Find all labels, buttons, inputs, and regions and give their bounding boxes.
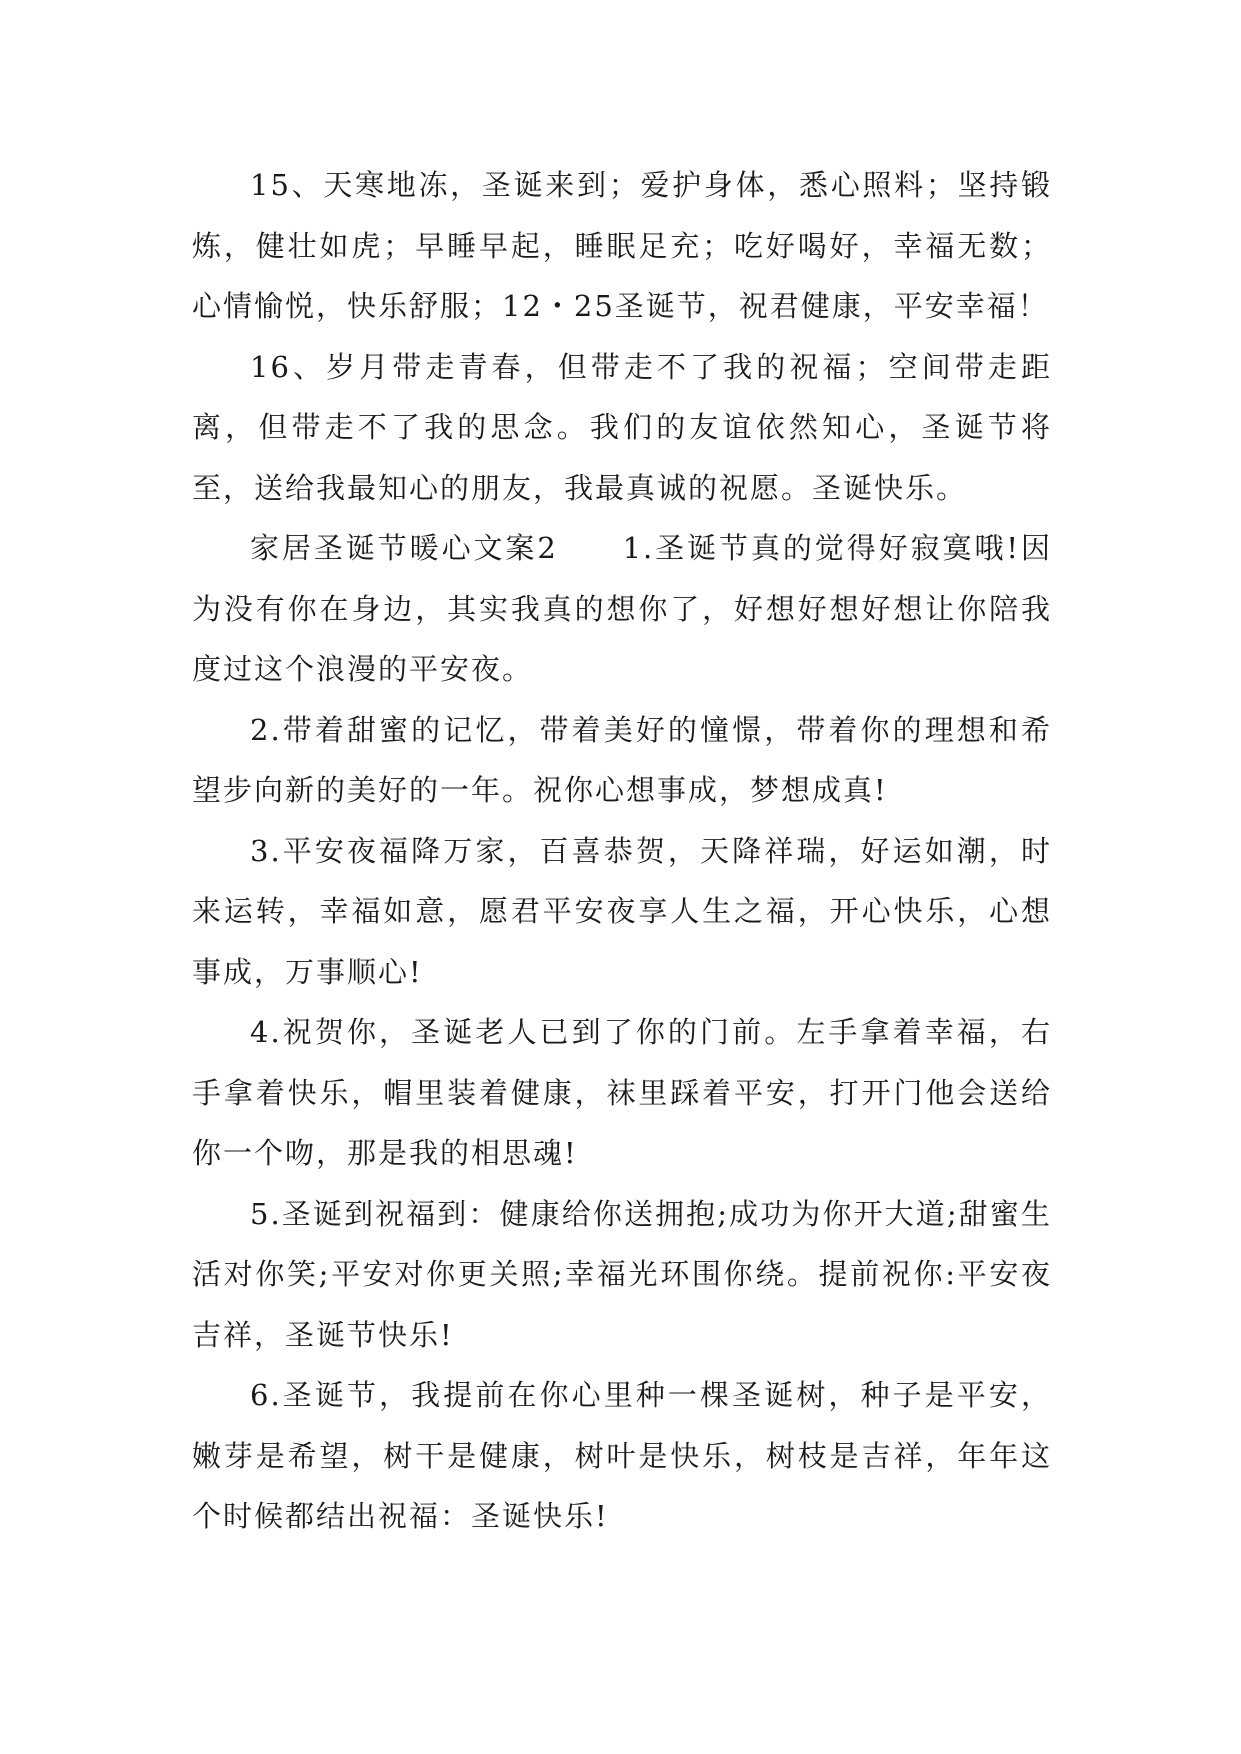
paragraph-item-5: 5.圣诞到祝福到：健康给你送拥抱;成功为你开大道;甜蜜生活对你笑;平安对你更关照;幸福光环围你绕。提前祝你:平安夜吉祥，圣诞节快乐! [192,1196,1052,1352]
document-body [192,155,1052,1547]
paragraph-item-2: 2.带着甜蜜的记忆，带着美好的憧憬，带着你的理想和希望步向新的美好的一年。祝你心想事成，梦想成真! [192,712,1052,807]
paragraph-item-3: 3.平安夜福降万家，百喜恭贺，天降祥瑞，好运如潮，时来运转，幸福如意，愿君平安夜享人生之福，开心快乐，心想事成，万事顺心! [192,833,1052,989]
paragraph-15: 15、天寒地冻，圣诞来到；爱护身体，悉心照料；坚持锻炼，健壮如虎；早睡早起，睡眠足充；吃好喝好，幸福无数；心情愉悦，快乐舒服；12・25圣诞节，祝君健康，平安幸福！ [192,168,1052,323]
paragraph-section-2-item-1: 家居圣诞节暖心文案2 1.圣诞节真的觉得好寂寞哦!因为没有你在身边，其实我真的想你了，好想好想好想让你陪我度过这个浪漫的平安夜。 [192,531,1052,686]
paragraph-item-4: 4.祝贺你，圣诞老人已到了你的门前。左手拿着幸福，右手拿着快乐，帽里装着健康，袜里踩着平安，打开门他会送给你一个吻，那是我的相思魂! [192,1015,1052,1170]
paragraph-item-6: 6.圣诞节，我提前在你心里种一棵圣诞树，种子是平安，嫩芽是希望，树干是健康，树叶是快乐，树枝是吉祥，年年这个时候都结出祝福：圣诞快乐! [192,1378,1052,1533]
paragraph-16: 16、岁月带走青春，但带走不了我的祝福；空间带走距离，但带走不了我的思念。我们的友谊依然知心，圣诞节将至，送给我最知心的朋友，我最真诚的祝愿。圣诞快乐。 [192,349,1052,505]
